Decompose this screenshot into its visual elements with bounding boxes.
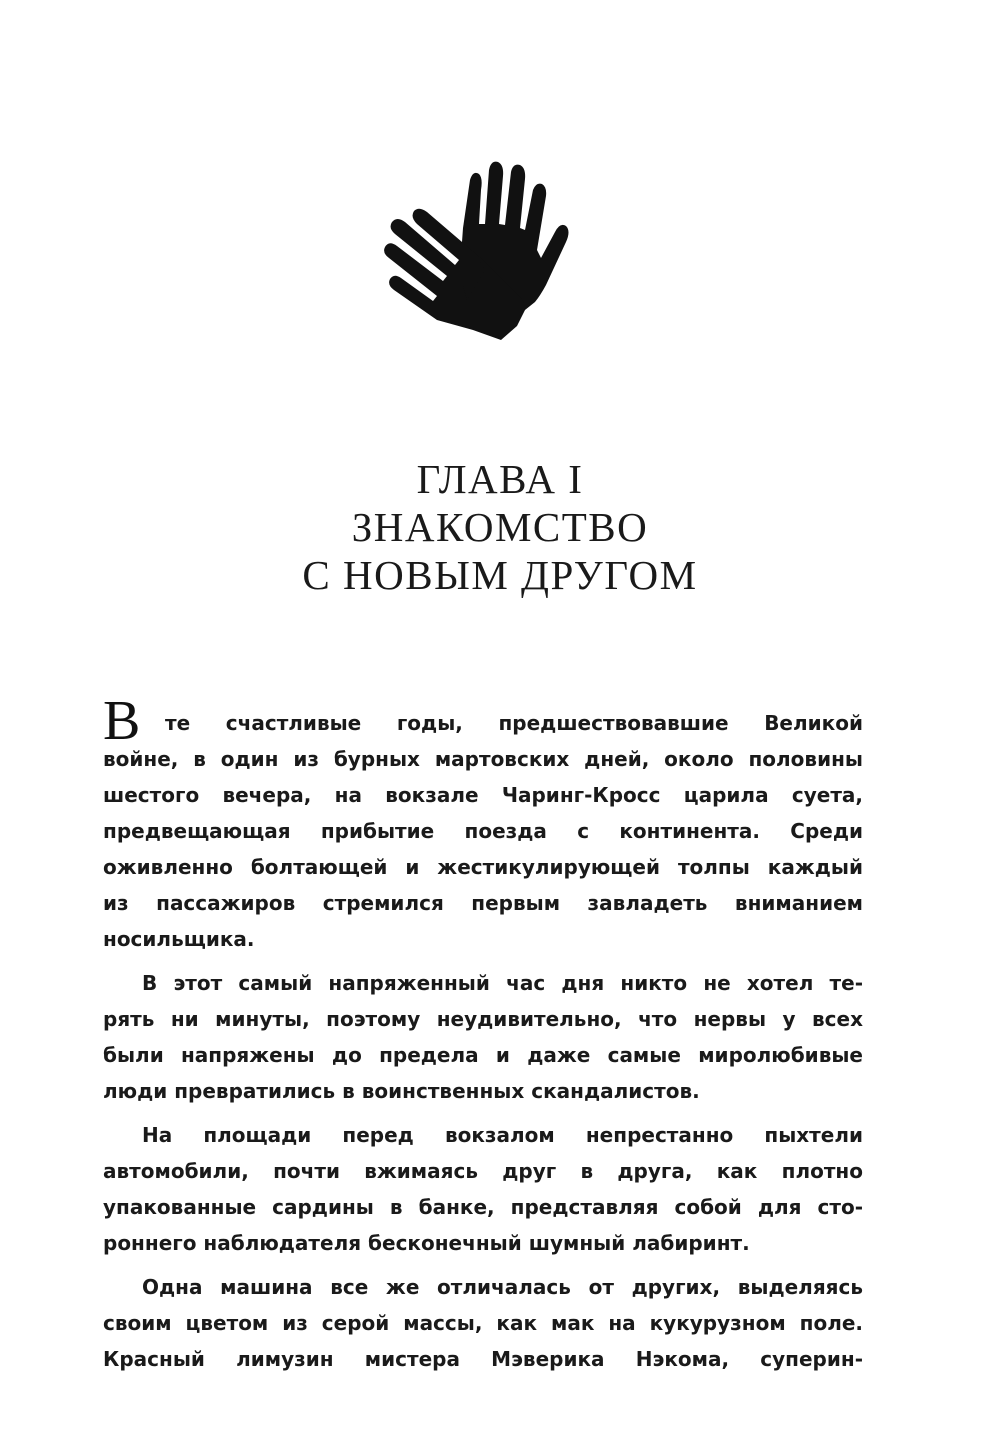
text-line: роннего наблюдателя бесконечный шумный лабиринт. — [103, 1231, 750, 1255]
paragraph-1 — [103, 690, 863, 957]
text-line: Одна машина все же отличалась от других, выделяясь — [142, 1275, 863, 1299]
text-line: из пассажиров стремился первым завладеть вниманием — [103, 891, 863, 915]
text-line: предвещающая прибытие поезда с континента. Среди — [103, 819, 863, 843]
text-line: автомобили, почти вжимаясь друг в друга, как плотно — [103, 1159, 863, 1183]
text-line: своим цветом из серой массы, как мак на кукурузном поле. — [103, 1311, 863, 1335]
text-line: были напряжены до предела и даже самые миролюбивые — [103, 1043, 863, 1067]
text-line: Красный лимузин мистера Мэверика Нэкома, суперин- — [103, 1347, 863, 1371]
text-line: люди превратились в воинственных скандалистов. — [103, 1079, 700, 1103]
paragraph-4 — [103, 1269, 863, 1377]
text-line: оживленно болтающей и жестикулирующей толпы каждый — [103, 855, 863, 879]
paragraph-3 — [103, 1117, 863, 1261]
text-line: войне, в один из бурных мартовских дней, около половины — [103, 747, 863, 771]
chapter-title-line-1: ЗНАКОМСТВО — [351, 504, 649, 550]
text-line: носильщика. — [103, 927, 255, 951]
drop-cap: В — [103, 690, 141, 752]
paragraph-2 — [103, 965, 863, 1109]
chapter-number: ГЛАВА I — [416, 456, 584, 502]
text-line: В те счастливые годы, предшествовавшие Великой — [103, 690, 863, 752]
chapter-title-line-2: С НОВЫМ ДРУГОМ — [302, 552, 698, 598]
text-line: На площади перед вокзалом непрестанно пыхтели — [142, 1123, 863, 1147]
text-line: рять ни минуты, поэтому неудивительно, что нервы у всех — [103, 1007, 863, 1031]
chapter-body — [103, 690, 863, 1385]
text-line: шестого вечера, на вокзале Чаринг-Кросс царила суета, — [103, 783, 863, 807]
chapter-heading — [0, 455, 1000, 599]
gloves-icon — [375, 150, 575, 345]
text-line: В этот самый напряженный час дня никто не хотел те- — [142, 971, 863, 995]
text-line: упакованные сардины в банке, представляя собой для сто- — [103, 1195, 863, 1219]
